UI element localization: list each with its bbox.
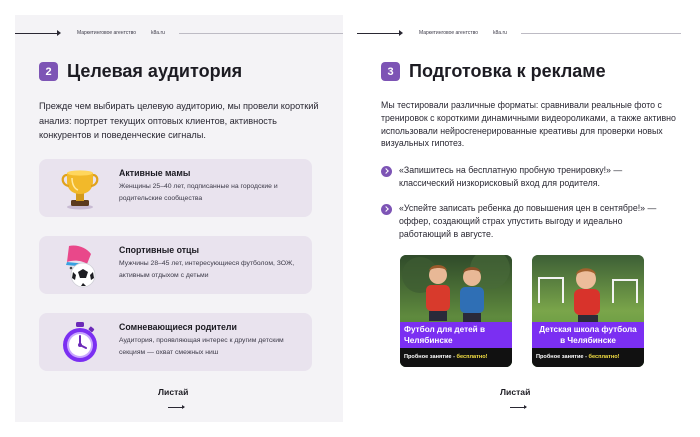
offer-bullet [381,164,671,192]
offer-bullet [381,202,671,244]
header-site: k8a.ru [151,30,165,36]
audience-card [39,313,312,371]
slide-number-badge: 2 [39,62,58,81]
header-arrow-icon [57,30,61,36]
stopwatch-icon [57,319,103,365]
audience-card-title: Активные мамы [119,168,191,178]
header-line [15,33,59,34]
audience-card [39,236,312,294]
swipe-arrow-icon[interactable] [510,407,526,408]
slide-header [357,29,685,39]
chevron-right-icon [381,204,392,215]
audience-card-title: Сомневающиеся родители [119,322,237,332]
audience-card-desc: Аудитория, проявляющая интерес к другим детским секциям — охват смежных ниш [119,337,284,356]
header-site: k8a.ru [493,30,507,36]
header-agency: Маркетинговое агентство [77,30,136,36]
offer-bullet-text: «Успейте записать ребенка до повышения цен в сентябре!» — оффер, создающий страх упустить выгоду и идеально работающий в августе. [399,203,657,239]
ad-promo-text: Пробное занятие - [404,354,457,360]
header-line [179,33,343,34]
ball-and-boot-icon [57,242,103,288]
slide-number-badge: 3 [381,62,400,81]
audience-card [39,159,312,217]
slide-title-row [39,61,242,82]
swipe-arrow-icon[interactable] [168,407,184,408]
audience-card-desc: Мужчины 28–45 лет, интересующиеся футболом, ЗОЖ, активным отдыхом с детьми [119,260,295,279]
ad-promo-highlight: бесплатно! [588,354,620,360]
slide-intro: Мы тестировали различные форматы: сравнивали реальные фото с тренировок с короткими динамичными видеороликами, а также активно использовали нейросгенерированные креативы для проверки новых визуальных гипотез. [381,100,676,149]
slide-title-row [381,61,606,82]
audience-card-title: Спортивные отцы [119,245,199,255]
header-agency: Маркетинговое агентство [419,30,478,36]
audience-card-desc: Женщины 25–40 лет, подписанные на городские и родительские сообщества [119,183,278,202]
slide-header [15,29,343,39]
header-line [521,33,681,34]
slide-title: Подготовка к рекламе [409,61,606,81]
swipe-label[interactable]: Листай [500,387,531,397]
ad-banner-text: Детская школа футбола в Челябинске [532,322,644,348]
slide-intro: Прежде чем выбирать целевую аудиторию, мы провели короткий анализ: портрет текущих оптовых клиентов, активность конкурентов и поведенческие сигналы. [39,101,319,141]
ad-banner-text: Футбол для детей в Челябинске [400,322,512,348]
ad-promo [532,348,644,367]
ad-creative [400,255,512,367]
ad-promo-text: Пробное занятие - [536,354,589,360]
slide-title: Целевая аудитория [67,61,243,81]
ad-promo [400,348,512,367]
chevron-right-icon [381,166,392,177]
slide-ad-preparation [357,15,685,422]
ad-creative [532,255,644,367]
swipe-label[interactable]: Листай [158,387,189,397]
offer-bullet-text: «Запишитесь на бесплатную пробную тренировку!» — классический низкорисковый вход для родителя. [399,165,623,188]
slide-target-audience [15,15,343,422]
header-line [357,33,401,34]
ad-promo-highlight: бесплатно! [456,354,488,360]
trophy-icon [57,165,103,211]
header-arrow-icon [399,30,403,36]
